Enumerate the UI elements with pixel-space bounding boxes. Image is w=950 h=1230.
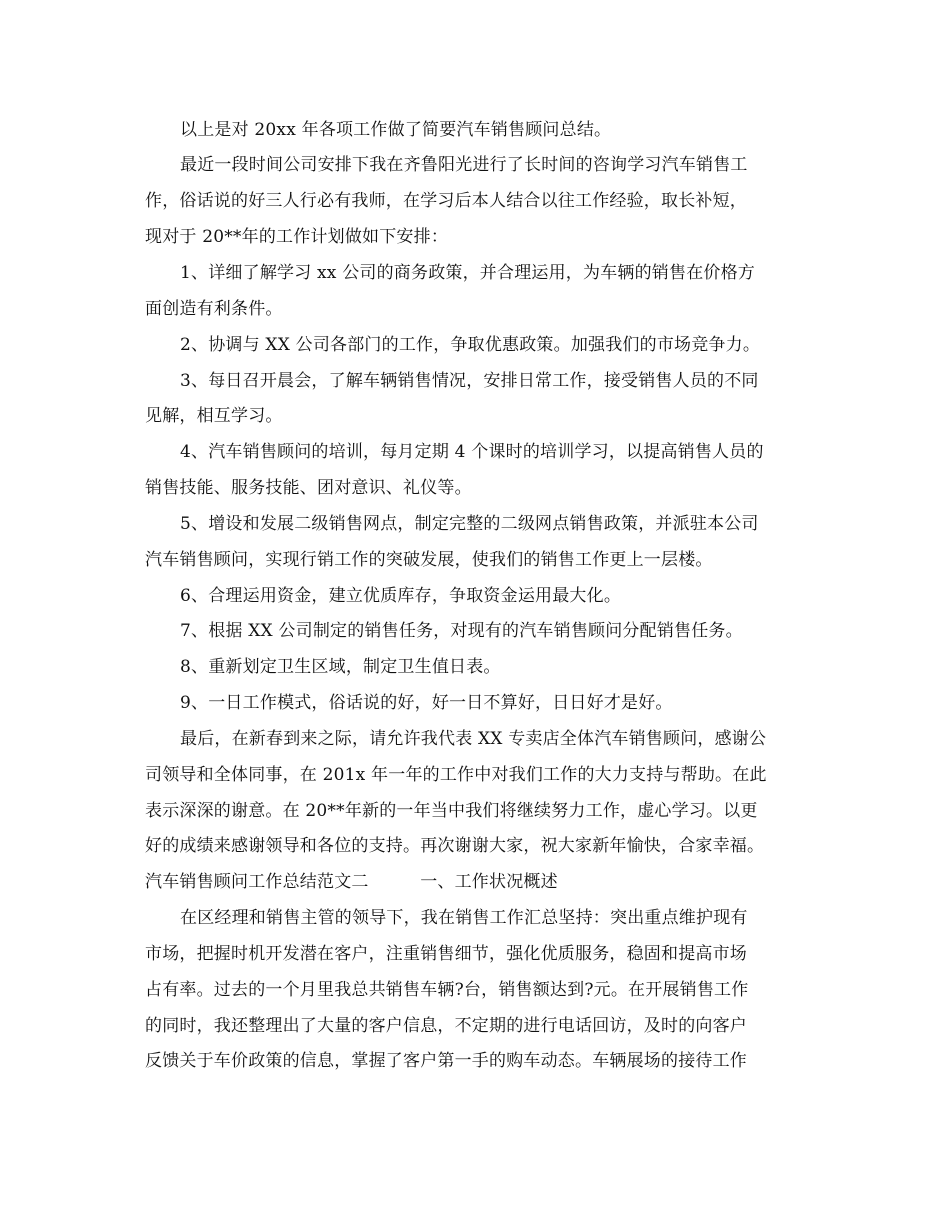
paragraph-line: 的同时，我还整理出了大量的客户信息，不定期的进行电话回访，及时的向客户 [145,1016,747,1036]
paragraph-line: 以上是对 20xx 年各项工作做了简要汽车销售顾问总结。 [180,120,612,140]
list-item-line: 汽车销售顾问，实现行销工作的突破发展，使我们的销售工作更上一层楼。 [145,550,713,570]
list-item-line: 6、合理运用资金，建立优质库存，争取资金运用最大化。 [180,586,622,606]
paragraph-line: 司领导和全体同事，在 201x 年一年的工作中对我们工作的大力支持与帮助。在此 [145,765,767,785]
list-item-line: 4、汽车销售顾问的培训，每月定期 4 个课时的培训学习，以提高销售人员的 [180,442,764,462]
paragraph-line: 最近一段时间公司安排下我在齐鲁阳光进行了长时间的咨询学习汽车销售工 [180,155,748,175]
section-heading: 汽车销售顾问工作总结范文二 一、工作状况概述 [145,872,558,892]
list-item-line: 5、增设和发展二级销售网点，制定完整的二级网点销售政策，并派驻本公司 [180,514,759,534]
paragraph-line: 表示深深的谢意。在 20**年新的一年当中我们将继续努力工作，虚心学习。以更 [145,801,758,821]
paragraph-line: 在区经理和销售主管的领导下，我在销售工作汇总坚持：突出重点维护现有 [180,908,748,928]
paragraph-line: 占有率。过去的一个月里我总共销售车辆?台，销售额达到?元。在开展销售工作 [145,980,749,1000]
paragraph-line: 作，俗话说的好三人行必有我师，在学习后本人结合以往工作经验，取长补短， [145,191,747,211]
paragraph-line: 市场，把握时机开发潜在客户，注重销售细节，强化优质服务，稳固和提高市场 [145,944,747,964]
list-item-line: 8、重新划定卫生区域，制定卫生值日表。 [180,657,501,677]
list-item-line: 2、协调与 XX 公司各部门的工作，争取优惠政策。加强我们的市场竞争力。 [180,335,761,355]
list-item-line: 销售技能、服务技能、团对意识、礼仪等。 [145,478,472,498]
paragraph-line: 现对于 20**年的工作计划做如下安排： [145,227,449,247]
paragraph-line: 反馈关于车价政策的信息，掌握了客户第一手的购车动态。车辆展场的接待工作 [145,1051,747,1071]
list-item-line: 9、一日工作模式，俗话说的好，好一日不算好，日日好才是好。 [180,693,673,713]
paragraph-line: 好的成绩来感谢领导和各位的支持。再次谢谢大家，祝大家新年愉快，合家幸福。 [145,836,765,856]
list-item-line: 1、详细了解学习 xx 公司的商务政策，并合理运用，为车辆的销售在价格方 [180,263,755,283]
paragraph-line: 最后，在新春到来之际，请允许我代表 XX 专卖店全体汽车销售顾问，感谢公 [180,729,767,749]
list-item-line: 3、每日召开晨会，了解车辆销售情况，安排日常工作，接受销售人员的不同 [180,371,759,391]
list-item-line: 7、根据 XX 公司制定的销售任务，对现有的汽车销售顾问分配销售任务。 [180,621,743,641]
list-item-line: 见解，相互学习。 [145,406,283,426]
list-item-line: 面创造有利条件。 [145,299,283,319]
